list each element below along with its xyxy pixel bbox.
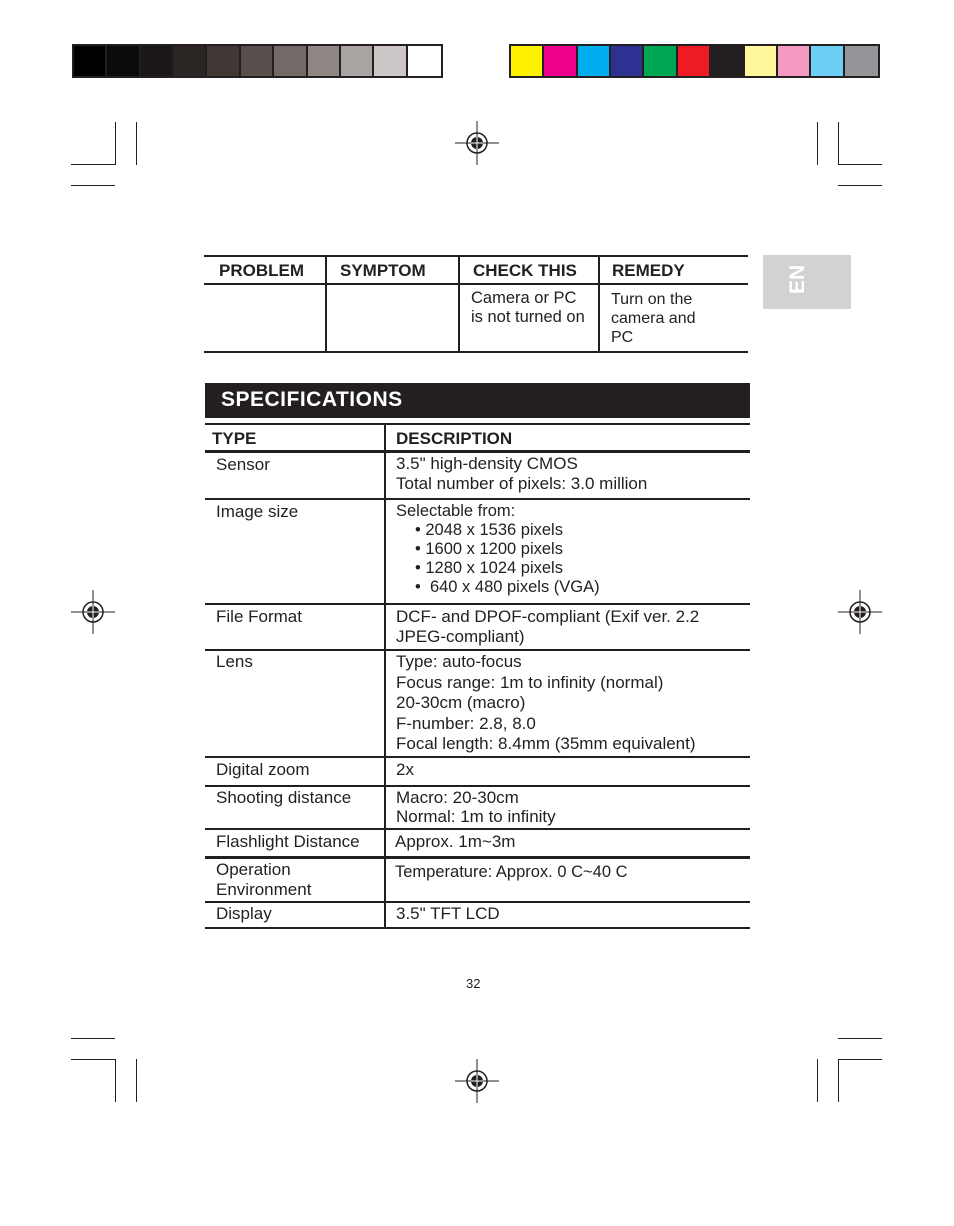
- check-this-line: is not turned on: [471, 308, 585, 326]
- column-divider: [325, 255, 327, 353]
- crop-mark: [817, 122, 818, 165]
- check-this-cell: [471, 289, 585, 327]
- table-row: [205, 859, 750, 903]
- color-swatch: [207, 46, 240, 76]
- specifications-banner: [205, 383, 750, 418]
- description-line: • 2048 x 1536 pixels: [415, 521, 563, 539]
- crop-mark: [838, 122, 839, 165]
- color-swatch: [578, 46, 611, 76]
- page-number: 32: [466, 976, 481, 991]
- spec-type: Display: [216, 904, 272, 923]
- color-swatch: [74, 46, 107, 76]
- spec-type: Shooting distance: [216, 788, 352, 807]
- spec-type: Digital zoom: [216, 760, 310, 779]
- spec-description: [396, 904, 500, 924]
- language-tab-label: EN: [786, 264, 809, 294]
- table-row: [205, 903, 750, 929]
- remedy-line: Turn on the: [611, 291, 693, 308]
- description-line: 2x: [396, 760, 414, 779]
- type-line: Operation: [216, 860, 291, 879]
- spec-description: [396, 652, 696, 755]
- crop-mark: [838, 164, 882, 165]
- table-row: [205, 758, 750, 787]
- registration-mark-icon: [455, 121, 499, 165]
- crop-mark: [838, 1038, 882, 1039]
- crop-mark: [71, 1059, 115, 1060]
- spec-description: [396, 760, 414, 780]
- color-swatch: [511, 46, 544, 76]
- description-line: 3.5" TFT LCD: [396, 904, 500, 923]
- spec-header-row: [205, 425, 750, 453]
- description-line: Approx. 1m~3m: [395, 832, 516, 851]
- crop-mark: [115, 122, 116, 165]
- registration-mark-icon: [455, 1059, 499, 1103]
- language-tab: [763, 255, 851, 309]
- remedy-line: camera and: [611, 310, 696, 327]
- color-swatch: [374, 46, 407, 76]
- description-line: 20-30cm (macro): [396, 693, 526, 712]
- color-swatch: [341, 46, 374, 76]
- color-swatch: [711, 46, 744, 76]
- spec-type: Lens: [216, 652, 253, 671]
- header-problem: PROBLEM: [219, 261, 304, 280]
- spec-type: File Format: [216, 607, 302, 626]
- description-line: JPEG-compliant): [396, 627, 525, 646]
- table-row: [205, 605, 750, 651]
- spec-type: Flashlight Distance: [216, 832, 360, 851]
- color-swatch: [611, 46, 644, 76]
- color-swatch: [745, 46, 778, 76]
- header-symptom: SYMPTOM: [340, 261, 426, 280]
- crop-mark: [838, 1059, 882, 1060]
- crop-mark: [71, 1038, 115, 1039]
- color-swatch: [241, 46, 274, 76]
- color-swatch: [678, 46, 711, 76]
- troubleshooting-table: [204, 255, 748, 353]
- crop-mark: [115, 1059, 116, 1102]
- description-line: Total number of pixels: 3.0 million: [396, 474, 648, 493]
- spec-description: [396, 502, 600, 597]
- header-type: TYPE: [212, 429, 257, 448]
- description-line: • 1280 x 1024 pixels: [415, 559, 563, 577]
- description-line: • 1600 x 1200 pixels: [415, 540, 563, 558]
- spec-description: [396, 788, 556, 826]
- registration-mark-icon: [838, 590, 882, 634]
- column-divider: [598, 255, 600, 353]
- crop-mark: [136, 1059, 137, 1102]
- table-row: [205, 453, 750, 500]
- check-this-line: Camera or PC: [471, 289, 577, 307]
- color-swatch: [544, 46, 577, 76]
- color-swatch: [107, 46, 140, 76]
- spec-type: Image size: [216, 502, 299, 521]
- description-line: Focal length: 8.4mm (35mm equivalent): [396, 734, 696, 753]
- color-swatch: [408, 46, 441, 76]
- crop-mark: [838, 1059, 839, 1102]
- color-swatch: [274, 46, 307, 76]
- description-line: Temperature: Approx. 0 C~40 C: [395, 863, 628, 881]
- color-swatch: [811, 46, 844, 76]
- description-line: 3.5" high-density CMOS: [396, 454, 578, 473]
- description-line: Focus range: 1m to infinity (normal): [396, 672, 664, 692]
- type-line: Environment: [216, 880, 312, 899]
- process-color-bar: [509, 44, 880, 78]
- color-swatch: [308, 46, 341, 76]
- registration-mark-icon: [71, 590, 115, 634]
- table-row: [205, 787, 750, 830]
- remedy-line: PC: [611, 329, 634, 346]
- spec-description: [396, 607, 699, 647]
- table-top-rule: [204, 255, 748, 257]
- spec-type: Sensor: [216, 455, 270, 474]
- grayscale-color-bar: [72, 44, 443, 78]
- spec-type: [216, 860, 311, 900]
- crop-mark: [817, 1059, 818, 1102]
- table-row: [205, 651, 750, 758]
- description-line: Normal: 1m to infinity: [396, 807, 556, 826]
- color-swatch: [778, 46, 811, 76]
- table-row: [205, 830, 750, 859]
- description-line: Selectable from:: [396, 502, 516, 520]
- color-swatch: [845, 46, 878, 76]
- description-line: DCF- and DPOF-compliant (Exif ver. 2.2: [396, 607, 700, 626]
- header-description: DESCRIPTION: [396, 429, 513, 448]
- table-header-rule: [204, 283, 748, 285]
- crop-mark: [838, 185, 882, 186]
- remedy-cell: [611, 290, 696, 347]
- spec-description: [395, 832, 515, 852]
- header-check-this: CHECK THIS: [473, 261, 577, 280]
- specifications-title: SPECIFICATIONS: [221, 388, 403, 411]
- header-remedy: REMEDY: [612, 261, 685, 280]
- table-bottom-rule: [204, 351, 748, 353]
- column-divider: [458, 255, 460, 353]
- crop-mark: [71, 164, 115, 165]
- spec-description: [396, 454, 647, 494]
- color-swatch: [141, 46, 174, 76]
- specifications-table: [205, 423, 750, 929]
- description-line: Macro: 20-30cm: [396, 788, 519, 807]
- description-line: F-number: 2.8, 8.0: [396, 713, 536, 733]
- crop-mark: [136, 122, 137, 165]
- crop-mark: [71, 185, 115, 186]
- description-line: Type: auto-focus: [396, 652, 522, 671]
- color-swatch: [174, 46, 207, 76]
- color-swatch: [644, 46, 677, 76]
- description-line: • 640 x 480 pixels (VGA): [415, 578, 600, 596]
- table-row: [205, 500, 750, 605]
- spec-description: [395, 862, 628, 882]
